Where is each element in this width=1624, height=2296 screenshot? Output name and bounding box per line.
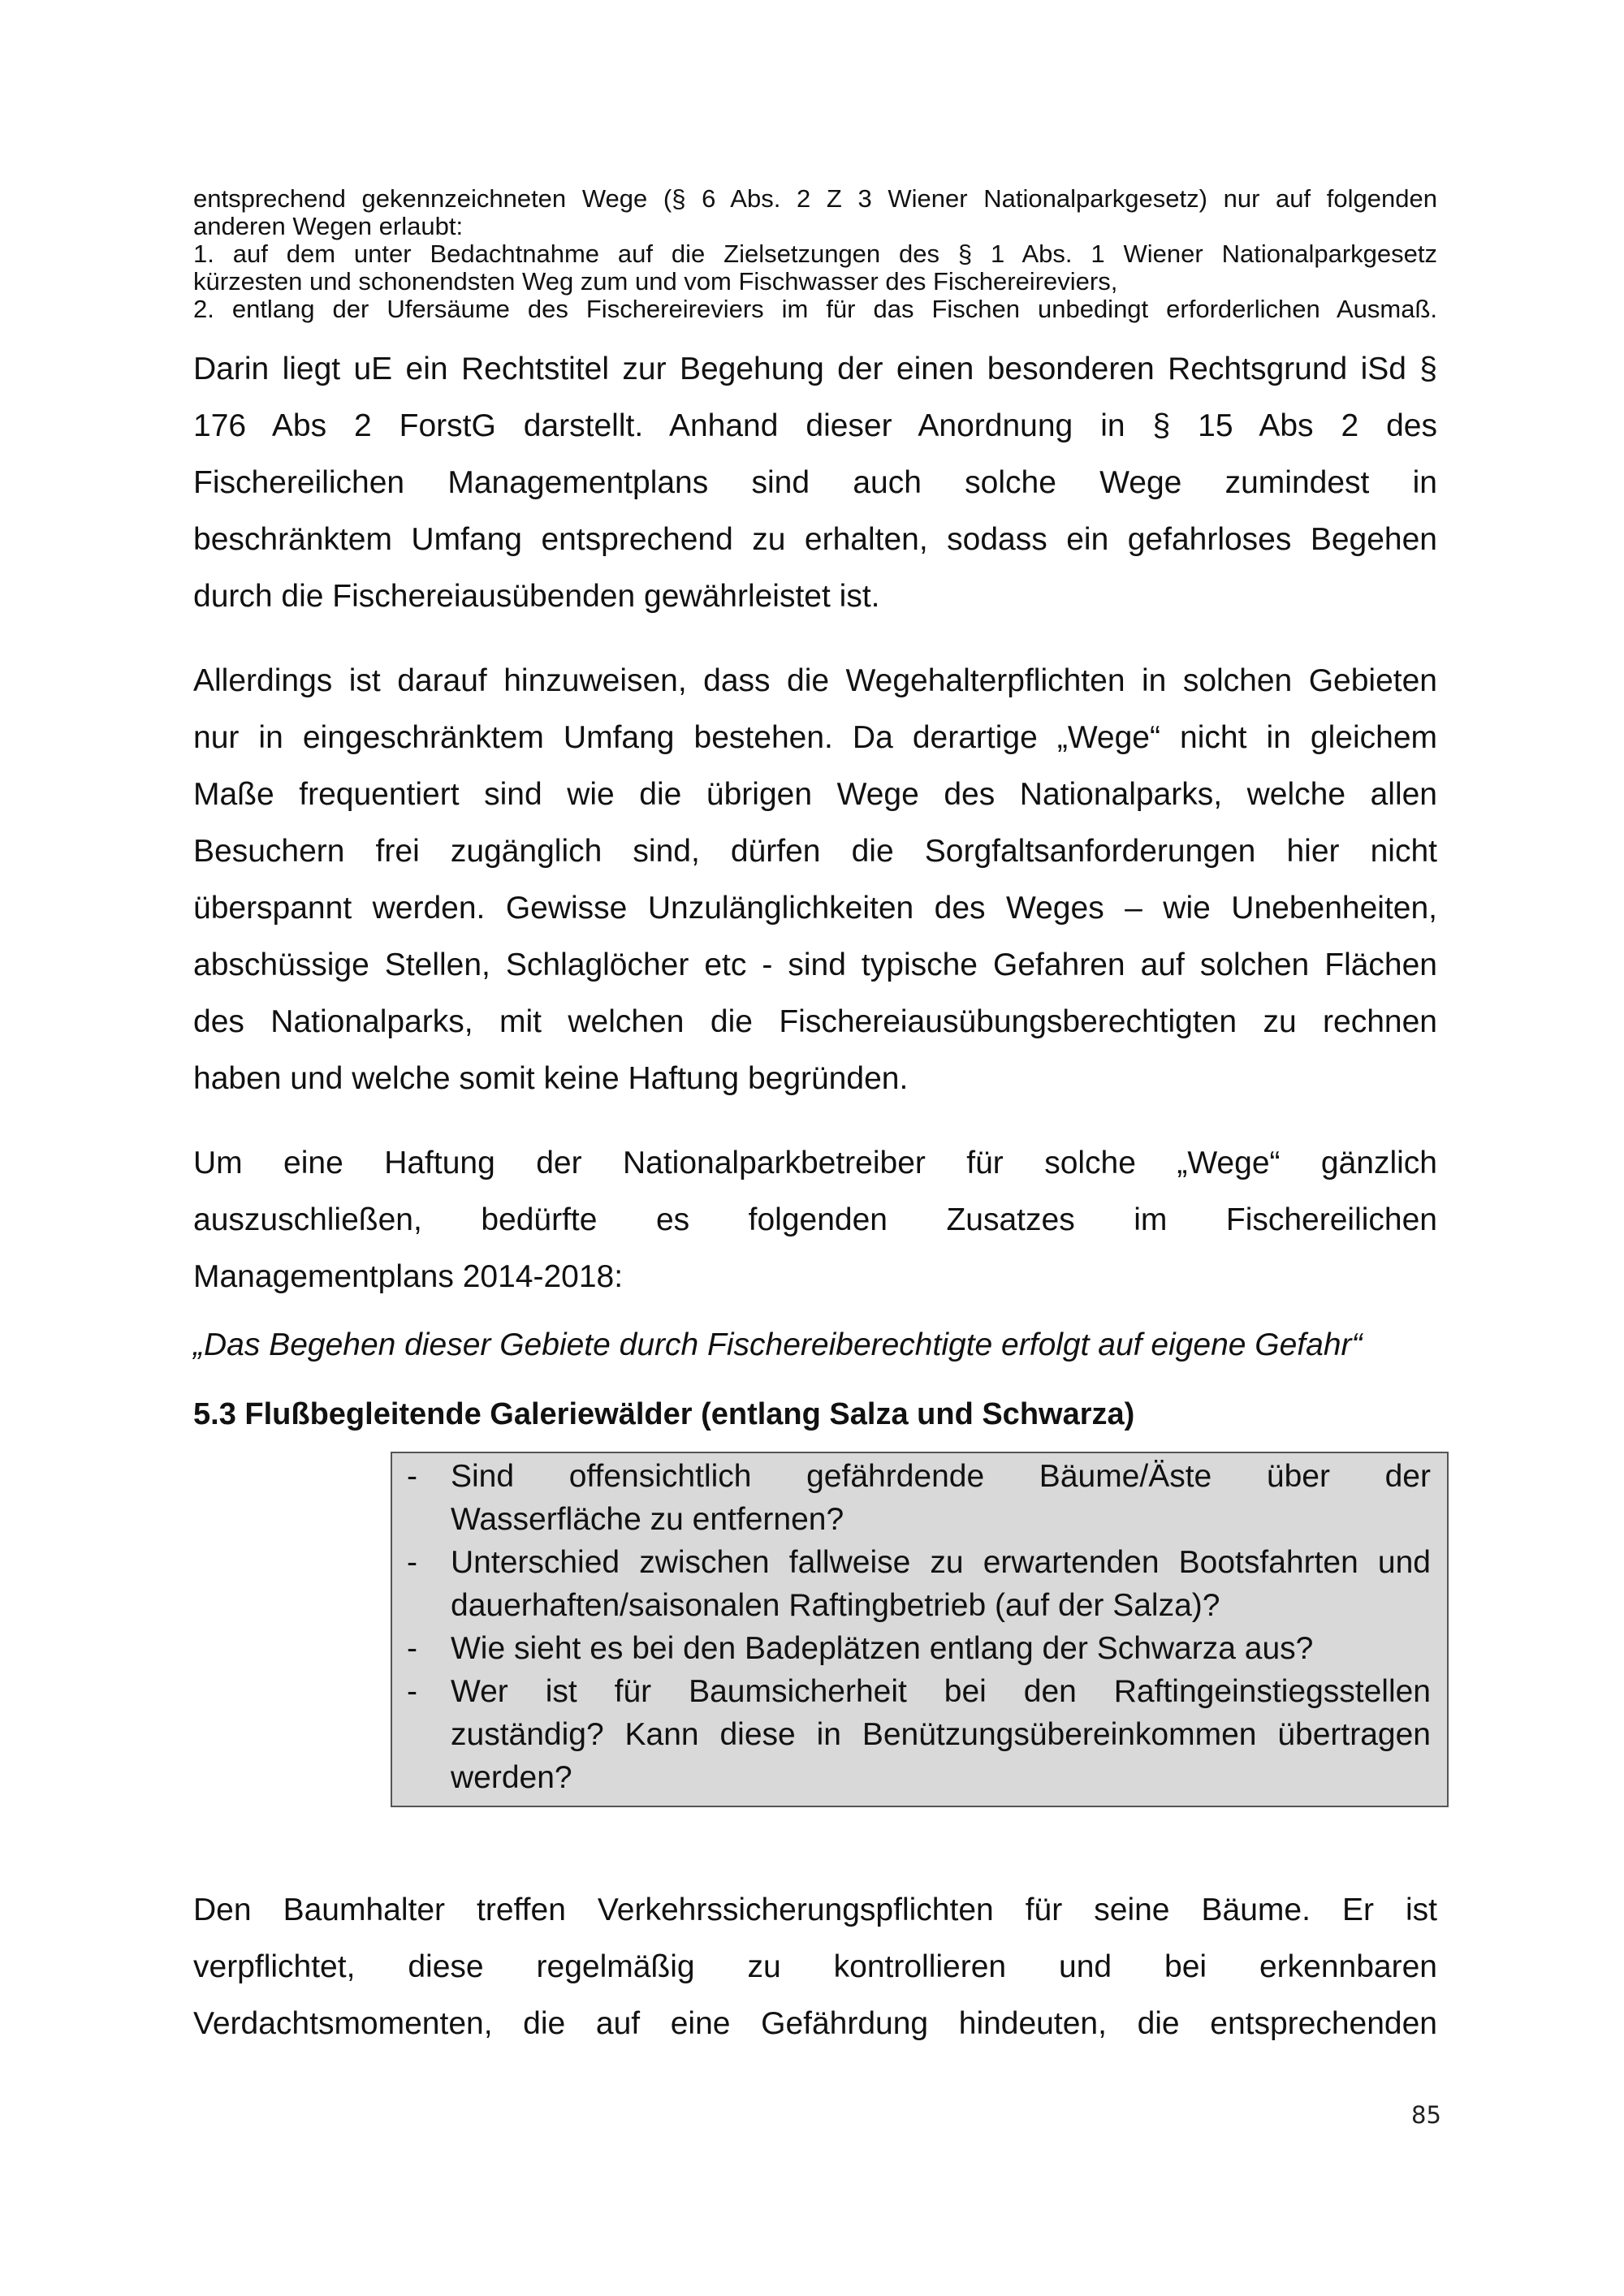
text-line: Den Baumhalter treffen Verkehrssicherungspflichten für seine Bäume. Er ist: [193, 1892, 1437, 1927]
question-line: Wasserfläche zu entfernen?: [451, 1502, 844, 1537]
paragraph-baumhalter: [193, 1882, 1437, 2052]
text-line: Besuchern frei zugänglich sind, dürfen die Sorgfaltsanforderungen hier nicht: [193, 834, 1437, 869]
quote-line: anderen Wegen erlaubt:: [193, 212, 464, 240]
text-line: Maße frequentiert sind wie die übrigen Wege des Nationalparks, welche allen: [193, 777, 1437, 812]
quote-line: entsprechend gekennzeichneten Wege (§ 6 Abs. 2 Z 3 Wiener Nationalparkgesetz) nur auf folgenden: [193, 184, 1437, 213]
paragraph-haftung: [193, 1135, 1437, 1306]
text-line: des Nationalparks, mit welchen die Fischereiausübungsberechtigten zu rechnen: [193, 1004, 1437, 1039]
text-line: Fischereilichen Managementplans sind auch solche Wege zumindest in: [193, 465, 1437, 500]
question-line: Unterschied zwischen fallweise zu erwartenden Bootsfahrten und: [451, 1545, 1431, 1580]
question-line: dauerhaften/saisonalen Raftingbetrieb (auf der Salza)?: [451, 1588, 1220, 1623]
text-line: durch die Fischereiausübenden gewährleistet ist.: [193, 579, 880, 614]
text-line: Um eine Haftung der Nationalparkbetreiber für solche „Wege“ gänzlich: [193, 1146, 1437, 1180]
text-line: Allerdings ist darauf hinzuweisen, dass die Wegehalterpflichten in solchen Gebieten: [193, 663, 1437, 698]
quote-line: 2. entlang der Ufersäume des Fischereireviers im für das Fischen unbedingt erforderlichen Ausmaß.: [193, 295, 1437, 323]
text-line: überspannt werden. Gewisse Unzulänglichkeiten des Weges – wie Unebenheiten,: [193, 891, 1437, 926]
text-line: nur in eingeschränktem Umfang bestehen. Da derartige „Wege“ nicht in gleichem: [193, 720, 1437, 755]
text-line: verpflichtet, diese regelmäßig zu kontrollieren und bei erkennbaren: [193, 1949, 1437, 1984]
section-heading: 5.3 Flußbegleitende Galeriewälder (entlang Salza und Schwarza): [193, 1397, 1135, 1431]
dash-bullet: -: [407, 1631, 417, 1666]
law-quote-block: [193, 185, 1437, 323]
text-line: 176 Abs 2 ForstG darstellt. Anhand dieser Anordnung in § 15 Abs 2 des: [193, 408, 1437, 443]
quote-line: kürzesten und schonendsten Weg zum und vom Fischwasser des Fischereireviers,: [193, 267, 1118, 296]
text-line: haben und welche somit keine Haftung begründen.: [193, 1061, 909, 1096]
question-line: werden?: [451, 1760, 572, 1795]
text-line: abschüssige Stellen, Schlaglöcher etc - sind typische Gefahren auf solchen Flächen: [193, 947, 1437, 982]
question-line: zuständig? Kann diese in Benützungsübereinkommen übertragen: [451, 1717, 1431, 1752]
document-page: [193, 185, 1437, 2052]
quote-line: 1. auf dem unter Bedachtnahme auf die Zielsetzungen des § 1 Abs. 1 Wiener Nationalparkgesetz: [193, 240, 1437, 268]
question-item: [407, 1455, 1431, 1541]
paragraph-rechtstitel: [193, 341, 1437, 625]
page-number: 85: [1411, 2101, 1441, 2129]
questions-box: [391, 1452, 1449, 1807]
question-item: [407, 1670, 1431, 1799]
text-line: Verdachtsmomenten, die auf eine Gefährdung hindeuten, die entsprechenden: [193, 2006, 1437, 2041]
text-line: Managementplans 2014-2018:: [193, 1259, 624, 1294]
paragraph-wegehalterpflichten: [193, 653, 1437, 1107]
question-line: Wie sieht es bei den Badeplätzen entlang der Schwarza aus?: [451, 1631, 1314, 1666]
text-line: beschränktem Umfang entsprechend zu erhalten, sodass ein gefahrloses Begehen: [193, 522, 1437, 557]
italic-quote: „Das Begehen dieser Gebiete durch Fischereiberechtigte erfolgt auf eigene Gefahr“: [193, 1327, 1363, 1362]
dash-bullet: -: [407, 1459, 417, 1494]
dash-bullet: -: [407, 1674, 417, 1709]
question-line: Wer ist für Baumsicherheit bei den Raftingeinstiegsstellen: [451, 1674, 1431, 1709]
question-item: [407, 1541, 1431, 1627]
text-line: Darin liegt uE ein Rechtstitel zur Begehung der einen besonderen Rechtsgrund iSd §: [193, 352, 1437, 386]
question-line: Sind offensichtlich gefährdende Bäume/Äste über der: [451, 1459, 1431, 1494]
dash-bullet: -: [407, 1545, 417, 1580]
question-item: [407, 1627, 1431, 1670]
text-line: auszuschließen, bedürfte es folgenden Zusatzes im Fischereilichen: [193, 1202, 1437, 1237]
